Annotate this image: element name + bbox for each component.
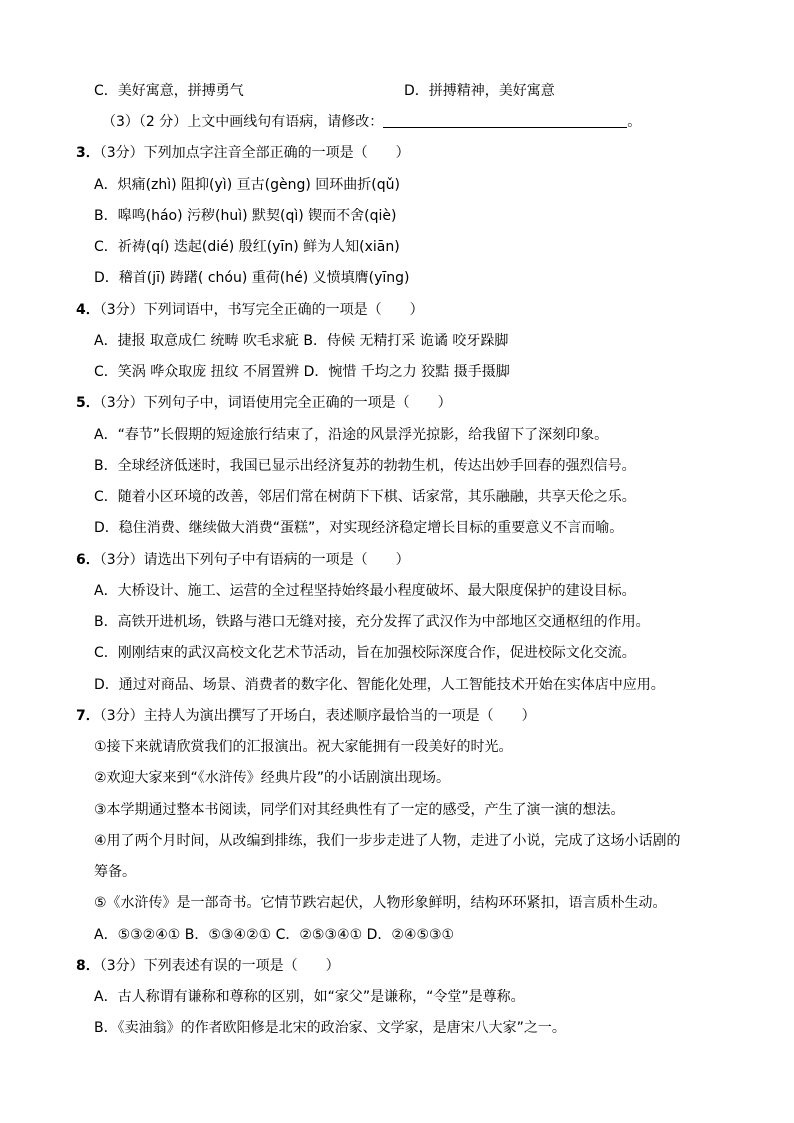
q7-sentence-3: ③本学期通过整本书阅读，同学们对其经典性有了一定的感受，产生了演一演的想法。 (94, 802, 625, 818)
question-7-stem (76, 707, 536, 725)
q5-option-b: B．全球经济低迷时，我国已显示出经济复苏的勃勃生机，传达出妙手回春的强烈信号。 (94, 458, 636, 474)
q8-option-b: B．《卖油翁》的作者欧阳修是北宋的政治家、文学家，是唐宋八大家”之一。 (94, 1020, 566, 1036)
q2-sub3 (102, 113, 641, 131)
question-4-stem (76, 301, 424, 319)
q7-sentence-5: ⑤《水浒传》是一部奇书。它情节跌宕起伏，人物形象鲜明，结构环环紧扣，语言质朴生动。 (94, 895, 667, 911)
question-text: （3分）下列表述有误的一项是（ ） (99, 958, 340, 974)
question-5-stem (76, 394, 452, 412)
q7-sentence-4: ④用了两个月时间，从改编到排练，我们一步步走进了人物，走进了小说，完成了这场小话剧的 (94, 833, 681, 849)
question-3-stem (76, 144, 410, 162)
q6-option-c: C．刚刚结束的武汉高校文化艺术节活动，旨在加强校际深度合作，促进校际文化交流。 (94, 645, 636, 661)
q3-option-b: B．嗥鸣(háo) 污秽(huì) 默契(qì) 锲而不舍(qiè) (94, 208, 397, 224)
question-6-stem (76, 551, 410, 569)
question-8-stem (76, 957, 340, 975)
q2-sub3-end: 。 (627, 114, 642, 130)
question-number: 5． (76, 395, 100, 411)
q3-option-d: D．稽首(jī) 踌躇( chóu) 重荷(hé) 义愤填膺(yīng) (94, 270, 410, 286)
q2-option-d: D．拼搏精神，美好寓意 (404, 83, 555, 99)
q7-sentence-4-cont: 筹备。 (94, 864, 136, 880)
q5-option-c: C．随着小区环境的改善，邻居们常在树荫下下棋、话家常，其乐融融，共享天伦之乐。 (94, 489, 636, 505)
question-number: 6． (76, 552, 100, 568)
question-text: （3分）下列加点字注音全部正确的一项是（ ） (99, 145, 410, 161)
q7-sentence-2: ②欢迎大家来到“《水浒传》经典片段”的小话剧演出现场。 (94, 770, 451, 786)
q7-sentence-1: ①接下来就请欣赏我们的汇报演出。祝大家能拥有一段美好的时光。 (94, 739, 513, 755)
q2-option-c: C．美好寓意，拼搏勇气 (94, 83, 244, 99)
question-text: （3分）下列词语中，书写完全正确的一项是（ ） (99, 302, 424, 318)
q5-option-a: A．“春节”长假期的短途旅行结束了，沿途的风景浮光掠影，给我留下了深刻印象。 (94, 427, 609, 443)
q5-option-d: D．稳住消费、继续做大消费“蛋糕”，对实现经济稳定增长目标的重要意义不言而喻。 (94, 520, 624, 536)
question-text: （3分）主持人为演出撰写了开场白，表述顺序最恰当的一项是（ ） (99, 708, 536, 724)
question-text: （3分）下列句子中，词语使用完全正确的一项是（ ） (99, 395, 452, 411)
q8-option-a: A．古人称谓有谦称和尊称的区别，如“家父”是谦称，“令堂”是尊称。 (94, 989, 525, 1005)
q6-option-d: D．通过对商品、场景、消费者的数字化、智能化处理，人工智能技术开始在实体店中应用。 (94, 677, 665, 693)
q4-options-cd: C．笑涡 哗众取庞 扭纹 不屑置辨 D．惋惜 千均之力 狡黠 摄手摄脚 (94, 364, 510, 380)
q7-answer-options: A．⑤③②④① B．⑤③④②① C．②⑤③④① D．②④⑤③① (94, 927, 455, 943)
question-number: 3． (76, 145, 100, 161)
q6-option-a: A．大桥设计、施工、运营的全过程坚持始终最小程度破坏、最大限度保护的建设目标。 (94, 583, 636, 599)
question-text: （3分）请选出下列句子中有语病的一项是（ ） (99, 552, 410, 568)
q3-option-a: A．炽痛(zhì) 阻抑(yì) 亘古(gèng) 回环曲折(qǔ) (94, 177, 400, 193)
answer-blank (383, 113, 627, 128)
q6-option-b: B．高铁开进机场，铁路与港口无缝对接，充分发挥了武汉作为中部地区交通枢纽的作用。 (94, 614, 650, 630)
q3-option-c: C．祈祷(qí) 迭起(dié) 殷红(yīn) 鲜为人知(xiān) (94, 239, 400, 255)
question-number: 4． (76, 302, 100, 318)
question-number: 7． (76, 708, 100, 724)
q4-options-ab: A．捷报 取意成仁 统畴 吹毛求疵 B．侍候 无精打采 诡谲 咬牙跺脚 (94, 333, 509, 349)
q2-sub3-prompt: （3）（2 分）上文中画线句有语病，请修改： (102, 114, 384, 130)
question-number: 8． (76, 958, 100, 974)
